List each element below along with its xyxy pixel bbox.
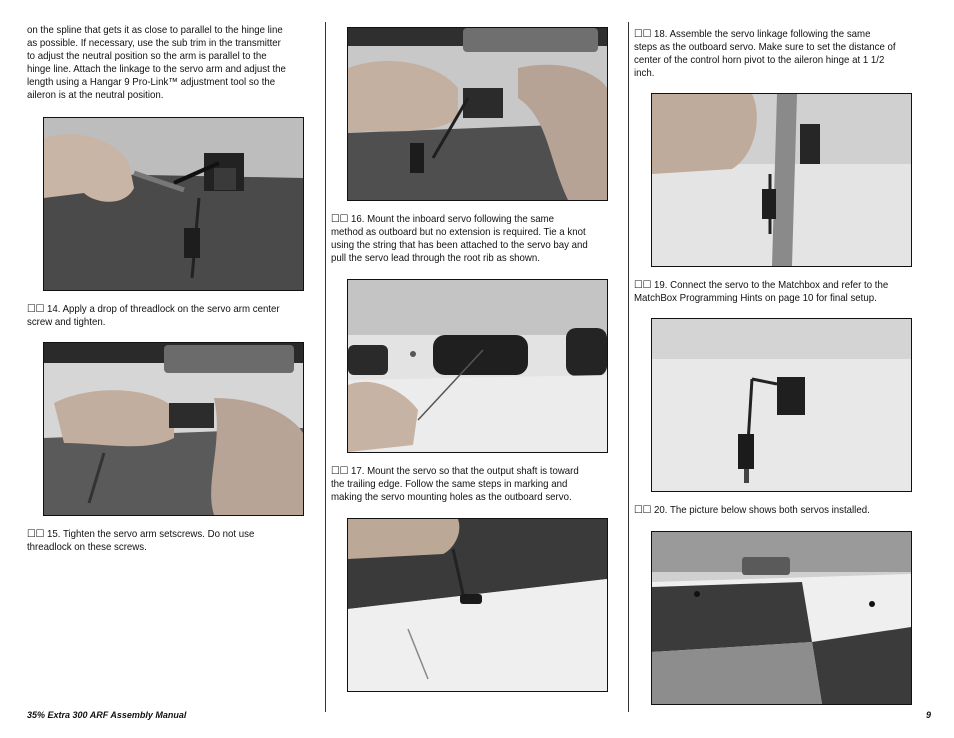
- text-line: hinge line. Attach the linkage to the servo arm and adjust the: [27, 64, 286, 76]
- text-line: ☐☐ 15. Tighten the servo arm setscrews. Do not use: [27, 529, 255, 540]
- text-line: inch.: [634, 68, 655, 80]
- text-line: aileron is at the neutral position.: [27, 90, 164, 102]
- step-15-text: [27, 528, 254, 554]
- text-line: ☐☐ 18. Assemble the servo linkage following the same: [634, 29, 871, 40]
- text-line: using the string that has been attached to the servo bay and: [331, 240, 588, 252]
- text-line: to adjust the neutral position so the arm is parallel to the: [27, 51, 267, 63]
- text-line: the trailing edge. Follow the same steps in marking and: [331, 479, 568, 491]
- text-line: ☐☐ 19. Connect the servo to the Matchbox and refer to the: [634, 280, 889, 291]
- manual-title: 35% Extra 300 ARF Assembly Manual: [27, 710, 187, 720]
- text-line: ☐☐ 14. Apply a drop of threadlock on the servo arm center: [27, 304, 280, 315]
- photo-hand-adjusting-linkage: [43, 117, 304, 291]
- photo-inboard-servo-linkage: [347, 27, 608, 201]
- step-16-text: [331, 213, 588, 265]
- text-line: ☐☐ 16. Mount the inboard servo following the same: [331, 214, 555, 225]
- text-line: method as outboard but no extension is required. Tie a knot: [331, 227, 586, 239]
- text-line: ☐☐ 17. Mount the servo so that the output shaft is toward: [331, 466, 579, 477]
- photo-servo-matchbox: [651, 318, 912, 492]
- step-14-text: [27, 303, 280, 329]
- step-17-text: [331, 465, 579, 504]
- text-line: as possible. If necessary, use the sub trim in the transmitter: [27, 38, 281, 50]
- text-line: pull the servo lead through the root rib as shown.: [331, 253, 540, 265]
- text-line: length using a Hangar 9 Pro-Link™ adjustment tool so the: [27, 77, 276, 89]
- intro-paragraph: [27, 24, 286, 103]
- column-divider-left: [325, 22, 326, 712]
- photo-threadlock-servo-arm: [43, 342, 304, 516]
- text-line: ☐☐ 20. The picture below shows both servos installed.: [634, 505, 870, 516]
- step-18-text: [634, 28, 896, 80]
- photo-mounting-servo: [347, 518, 608, 692]
- step-19-text: [634, 279, 888, 305]
- photo-both-servos-installed: [651, 531, 912, 705]
- text-line: screw and tighten.: [27, 317, 106, 329]
- text-line: center of the control horn pivot to the aileron hinge at 1 1/2: [634, 55, 885, 67]
- text-line: MatchBox Programming Hints on page 10 for final setup.: [634, 293, 877, 305]
- text-line: threadlock on these screws.: [27, 542, 147, 554]
- text-line: making the servo mounting holes as the outboard servo.: [331, 492, 572, 504]
- page-number: 9: [926, 710, 932, 720]
- step-20-text: [634, 504, 870, 517]
- photo-measuring-control-horn: [651, 93, 912, 267]
- text-line: steps as the outboard servo. Make sure to set the distance of: [634, 42, 896, 54]
- column-divider-right: [628, 22, 629, 712]
- text-line: on the spline that gets it as close to parallel to the hinge line: [27, 25, 283, 36]
- photo-servo-lead-through-rib: [347, 279, 608, 453]
